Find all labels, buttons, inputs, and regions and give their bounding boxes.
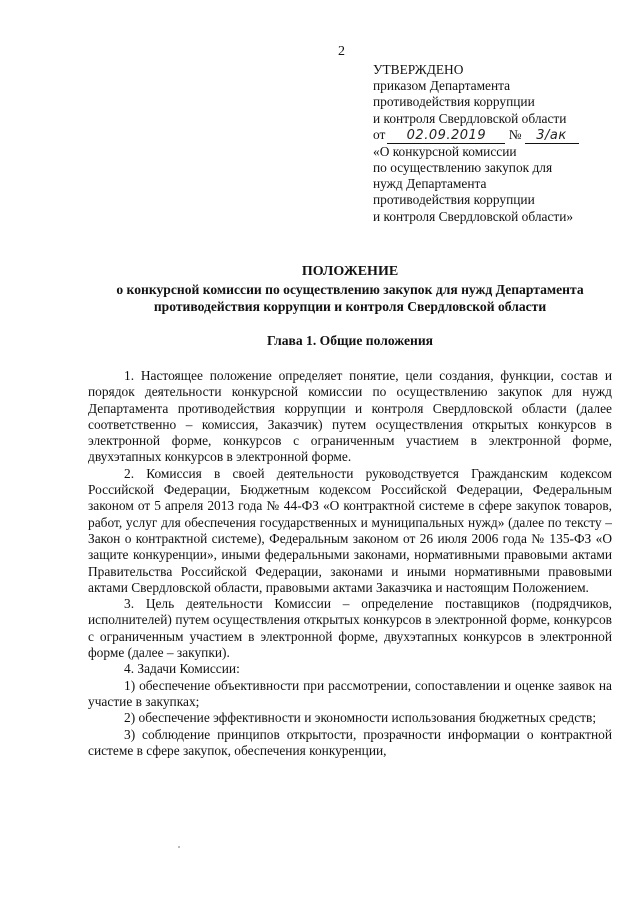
- document-title-line: противодействия коррупции и контроля Свердловской области: [153, 298, 547, 314]
- chapter-title: Глава 1. Общие положения: [266, 333, 434, 348]
- paragraph: 1. Настоящее положение определяет понятие, цели создания, функции, состав и порядок деятельности конкурсной комиссии по осуществлению закупок для нужд Департамента противодействия коррупции и контроля Свердловской области (далее соответственно – комиссия, Заказчик) путем осуществления открытых конкурсов в электронной форме, конкурсов с ограниченным участием в электронной форме, двухэтапных конкурсов в электронной форме.: [88, 368, 612, 465]
- order-title-line: «О конкурсной комиссии: [373, 143, 517, 159]
- page-number: 2: [338, 44, 345, 59]
- number-prefix: №: [508, 126, 522, 142]
- date-prefix: от: [373, 126, 386, 142]
- paragraph: 3) соблюдение принципов открытости, прозрачности информации о контрактной системе в сфере закупок, обеспечения конкуренции,: [88, 726, 612, 758]
- scan-speck: [178, 846, 180, 848]
- paragraph: 4. Задачи Комиссии:: [124, 661, 240, 677]
- paragraph: 3. Цель деятельности Комиссии – определение поставщиков (подрядчиков, исполнителей) путем осуществления открытых конкурсов в электронной форме, конкурсов с ограниченным участием в электронной форме, двухэтапных конкурсов в электронной форме (далее – закупки).: [88, 596, 612, 661]
- order-title-line: и контроля Свердловской области»: [373, 208, 574, 224]
- approval-line: приказом Департамента: [373, 78, 511, 94]
- document-body: [88, 368, 612, 759]
- order-title-line: по осуществлению закупок для: [373, 160, 553, 176]
- approval-line: противодействия коррупции: [373, 94, 535, 110]
- order-title-line: противодействия коррупции: [373, 192, 535, 208]
- handwritten-number: 3/ак: [525, 129, 579, 144]
- approval-heading: УТВЕРЖДЕНО: [373, 62, 464, 77]
- order-title-line: нужд Департамента: [373, 176, 487, 192]
- document-title-line: о конкурсной комиссии по осуществлению закупок для нужд Департамента: [116, 281, 584, 297]
- paragraph: 2. Комиссия в своей деятельности руководствуется Гражданским кодексом Российской Федерации, Бюджетным кодексом Российской Федерации, Федеральным законом от 5 апреля 2013 года № 44-ФЗ «О контрактной системе в сфере закупок товаров, работ, услуг для обеспечения государственных и муниципальных нужд» (далее по тексту – Закон о контрактной системе), Федеральным законом от 26 июля 2006 года № 135-ФЗ «О защите конкуренции», иными федеральными законами, нормативными правовыми актами Правительства Российской Федерации, законами и иными нормативными правовыми актами Свердловской области, правовыми актами Заказчика и настоящим Положением.: [88, 465, 612, 595]
- approval-stamp-block: [373, 62, 623, 225]
- paragraph: 2) обеспечение эффективности и экономности использования бюджетных средств;: [124, 710, 597, 726]
- handwritten-date: 02.09.2019: [387, 129, 505, 144]
- document-title: [60, 264, 640, 315]
- approval-line: и контроля Свердловской области: [373, 110, 567, 126]
- approval-date-line: [373, 127, 623, 144]
- paragraph: 1) обеспечение объективности при рассмотрении, сопоставлении и оценке заявок на участие в закупках;: [88, 677, 612, 709]
- document-title-heading: ПОЛОЖЕНИЕ: [301, 264, 399, 279]
